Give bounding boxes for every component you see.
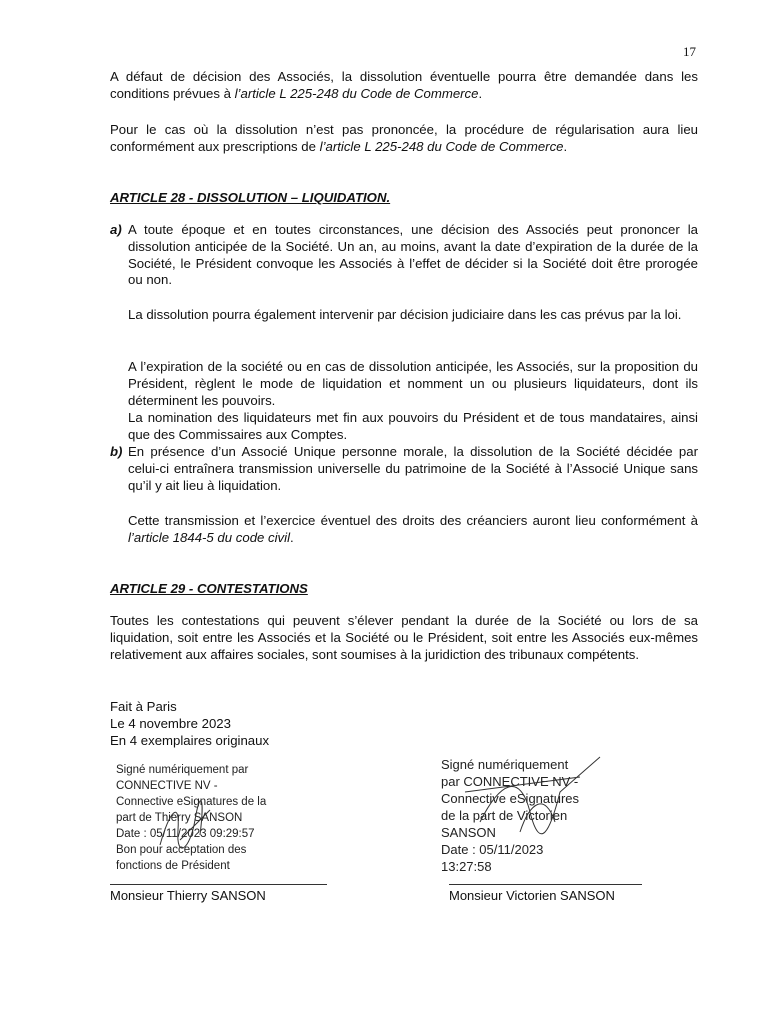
- article-28-b-paragraph-1: En présence d’un Associé Unique personne morale, la dissolution de la Société décidée par celui-ci entraînera transmission universelle du patrimoine de la Société à l’Associé Unique sans qu’il y ait lieu à liquidation.: [128, 444, 698, 493]
- left-signatory-name: Monsieur Thierry SANSON: [110, 888, 266, 903]
- article-28-a-paragraph-1: A toute époque et en toutes circonstances, une décision des Associés peut prononcer la dissolution anticipée de la Société. Un an, au moins, avant la date d’expiration de la durée de la Société, le Président convoque les Associés à l’effet de décider si la Société doit être prorogée ou non.: [128, 222, 698, 288]
- left-sig-line-7: fonctions de Président: [116, 860, 230, 872]
- right-sig-line-3: Connective eSignatures: [441, 791, 580, 806]
- article-28-a-paragraph-2: La dissolution pourra également intervenir par décision judiciaire dans les cas prévus par la loi.: [128, 307, 682, 322]
- closing-copies: En 4 exemplaires originaux: [110, 732, 270, 748]
- b-p2-end: .: [290, 529, 294, 545]
- item-a-marker: a): [110, 222, 122, 237]
- closing-place: Fait à Paris: [110, 699, 177, 714]
- closing-block: [110, 699, 698, 749]
- right-sig-line-6: Date : 05/11/2023: [441, 842, 544, 857]
- intro-paragraph-1: [110, 69, 698, 103]
- article-28-a-paragraph-3: A l’expiration de la société ou en cas de dissolution anticipée, les Associés, sur la proposition du Président, règlent le mode de liquidation et nomment un ou plusieurs liquidateurs, dont ils déterminent les pouvoirs.: [128, 359, 698, 408]
- article-28-b-paragraph-2: [128, 513, 698, 547]
- left-handwritten-signature: [150, 790, 230, 860]
- intro-p1-end: .: [478, 85, 483, 101]
- right-signatory-name: Monsieur Victorien SANSON: [449, 888, 615, 903]
- article-28-heading: ARTICLE 28 - DISSOLUTION – LIQUIDATION.: [110, 190, 391, 205]
- right-sig-line-5: SANSON: [441, 825, 496, 840]
- left-sig-line-2: CONNECTIVE NV -: [116, 780, 218, 792]
- b-p2-reference: l’article 1844-5 du code civil: [128, 529, 290, 545]
- right-handwritten-signature: [460, 752, 610, 842]
- left-sig-line-3: Connective eSignatures de la: [116, 796, 267, 808]
- item-b-marker: b): [110, 444, 123, 459]
- article-28-a-paragraph-4: La nomination des liquidateurs met fin aux pouvoirs du Président et de tous mandataires, ainsi que des Commissaires aux Comptes.: [128, 410, 698, 442]
- closing-date: Le 4 novembre 2023: [110, 715, 231, 731]
- left-sig-line-5: Date : 05/11/2023 09:29:57: [116, 828, 255, 840]
- intro-p2-end: .: [563, 138, 568, 154]
- page-number: 17: [683, 44, 696, 59]
- article-29-paragraph: Toutes les contestations qui peuvent s’élever pendant la durée de la Société ou lors de sa liquidation, soit entre les Associés et la Société ou le Président, soit entre les Associés eux-mêmes relativement aux affaires sociales, sont soumises à la juridiction des tribunaux compétents.: [110, 613, 698, 662]
- intro-p1-text: A défaut de décision des Associés, la dissolution éventuelle pourra être demandée dans les conditions prévues à: [110, 69, 698, 101]
- right-sig-line-4: de la part de Victorien: [441, 808, 568, 823]
- b-p2-text: Cette transmission et l’exercice éventuel des droits des créanciers auront lieu conformément à: [128, 513, 698, 528]
- intro-paragraph-2: [110, 122, 698, 156]
- left-sig-line-6: Bon pour acceptation des: [116, 844, 247, 856]
- left-sig-line-1: Signé numériquement par: [116, 764, 249, 776]
- right-sig-line-2: par CONNECTIVE NV -: [441, 774, 579, 789]
- right-sig-line-1: Signé numériquement: [441, 757, 569, 772]
- left-sig-line-4: part de Thierry SANSON: [116, 812, 243, 824]
- left-signature-line: [110, 884, 327, 885]
- right-signature-line: [449, 884, 642, 885]
- article-29-heading: ARTICLE 29 - CONTESTATIONS: [110, 581, 308, 596]
- right-sig-line-7: 13:27:58: [441, 859, 492, 874]
- intro-p1-reference: l’article L 225-248 du Code de Commerce: [234, 85, 479, 101]
- intro-p2-text: Pour le cas où la dissolution n’est pas prononcée, la procédure de régularisation aura lieu conformément aux prescriptions de: [110, 122, 698, 154]
- intro-p2-reference: l’article L 225-248 du Code de Commerce: [319, 138, 564, 154]
